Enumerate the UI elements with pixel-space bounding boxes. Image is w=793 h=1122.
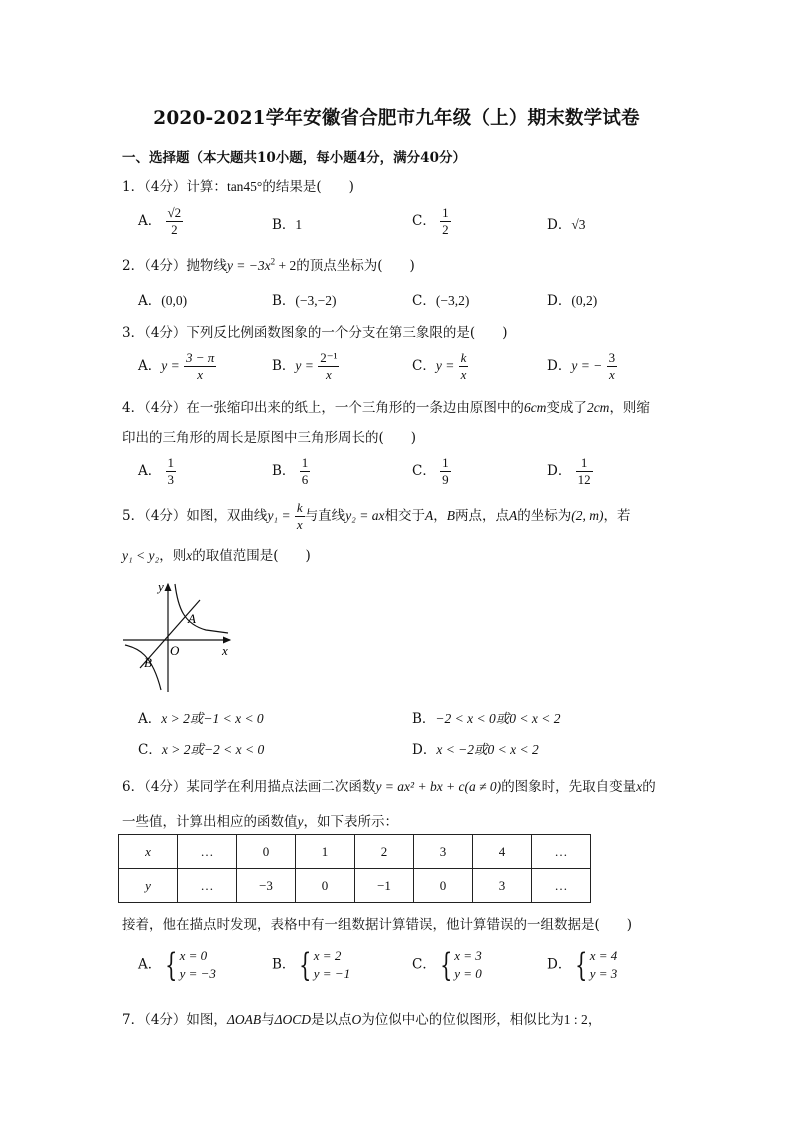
question-4-option-d: D． $\frac{1}{12}$ — [547, 455, 591, 487]
graph-label-origin: O — [170, 643, 180, 658]
question-4-option-b: B． $\frac{1}{6}$ — [272, 455, 309, 487]
question-5-graph — [118, 578, 238, 696]
question-1-option-d: D．√3 — [547, 217, 586, 233]
table-cell: … — [532, 869, 591, 903]
question-5-line-2: y₁ < y₂，则x的取值范围是( ) — [122, 548, 311, 564]
question-4-option-c: C． $\frac{1}{9}$ — [412, 455, 449, 487]
question-3-option-a: A．y = $\frac{3 - \pi}{x}$ — [138, 350, 215, 382]
question-2-option-b: B．(−3,−2) — [272, 293, 337, 309]
question-6-table — [118, 834, 591, 903]
table-cell: 0 — [296, 869, 355, 903]
question-5-option-c: C．x > 2或−2 < x < 0 — [138, 742, 265, 758]
table-row-y — [119, 869, 591, 903]
table-cell: 3 — [414, 835, 473, 869]
graph-label-x: x — [222, 643, 228, 658]
question-2-option-a: A．(0,0) — [138, 293, 188, 309]
table-cell: −3 — [237, 869, 296, 903]
question-6-option-d: D． { x = 4 y = 3 — [547, 946, 618, 984]
table-row-x — [119, 835, 591, 869]
table-cell: 1 — [296, 835, 355, 869]
question-5-option-b: B．−2 < x < 0或0 < x < 2 — [412, 711, 561, 727]
table-cell: 0 — [237, 835, 296, 869]
question-2-option-c: C．(−3,2) — [412, 293, 470, 309]
question-6-line-2: 一些值，计算出相应的函数值y，如下表所示： — [122, 814, 398, 830]
question-1-option-b: B．1 — [272, 217, 303, 233]
question-4-line-2: 印出的三角形的周长是原图中三角形周长的( ) — [122, 430, 417, 446]
page-title: 2020-2021学年安徽省合肥市九年级（上）期末数学试卷 — [153, 108, 640, 129]
question-2-option-d: D．(0,2) — [547, 293, 598, 309]
question-1-option-a: A． $\frac{√2}{2}$ — [138, 205, 182, 237]
question-6-line-1: 6．（4分）某同学在利用描点法画二次函数y = ax² + bx + c(a ≠ 0)的图象时，先取自变量x的 — [122, 779, 656, 795]
table-cell: … — [532, 835, 591, 869]
question-4-option-a: A． $\frac{1}{3}$ — [138, 455, 175, 487]
table-cell: … — [178, 835, 237, 869]
section-heading: 一、选择题（本大题共10小题，每小题4分，满分40分） — [122, 150, 466, 166]
hyperbola-branch-1 — [175, 584, 228, 633]
table-cell: 2 — [355, 835, 414, 869]
graph-label-y: y — [158, 579, 164, 594]
question-4-line-1: 4．（4分）在一张缩印出来的纸上，一个三角形的一条边由原图中的6cm变成了2cm，则缩 — [122, 400, 650, 416]
question-3-option-b: B．y = $\frac{\text{2⁻¹}}{x}$ — [272, 350, 338, 382]
question-6-option-a: A． { x = 0 y = −3 — [138, 946, 216, 984]
question-1-option-c: C． $\frac{1}{2}$ — [412, 205, 449, 237]
graph-label-b: B — [144, 655, 152, 670]
table-cell: 4 — [473, 835, 532, 869]
table-cell: 3 — [473, 869, 532, 903]
table-cell: x — [119, 835, 178, 869]
question-5-option-a: A．x > 2或−1 < x < 0 — [138, 711, 264, 727]
question-5-option-d: D．x < −2或0 < x < 2 — [412, 742, 539, 758]
question-3-option-d: D．y = − $\frac{3}{x}$ — [547, 350, 616, 382]
table-cell: … — [178, 869, 237, 903]
graph-label-a: A — [188, 611, 196, 626]
question-6-option-b: B． { x = 2 y = −1 — [272, 946, 351, 984]
question-7-stem: 7．（4分）如图，ΔOAB与ΔOCD是以点O为位似中心的位似图形，相似比为1 : 2， — [122, 1012, 602, 1028]
question-5-line-1: 5．（4分）如图，双曲线y₁ = $\frac{k}{x}$ 与直线y₂ = ax相交于A，B两点，点A的坐标为(2, m)，若 — [122, 500, 631, 532]
hyperbola-branch-2 — [125, 645, 161, 690]
question-6-option-c: C． { x = 3 y = 0 — [412, 946, 482, 984]
table-cell: 0 — [414, 869, 473, 903]
table-cell: y — [119, 869, 178, 903]
question-3-option-c: C．y = $\frac{k}{x}$ — [412, 350, 467, 382]
question-1-stem: 1．（4分）计算：tan45°的结果是( ) — [122, 179, 354, 195]
table-cell: −1 — [355, 869, 414, 903]
question-2-stem: 2．（4分）抛物线$y = -3x^2 + 2$的顶点坐标为( ) — [122, 256, 415, 274]
question-3-stem: 3．（4分）下列反比例函数图象的一个分支在第三象限的是( ) — [122, 325, 508, 341]
question-6-line-3: 接着，他在描点时发现，表格中有一组数据计算错误，他计算错误的一组数据是( ) — [122, 917, 633, 933]
